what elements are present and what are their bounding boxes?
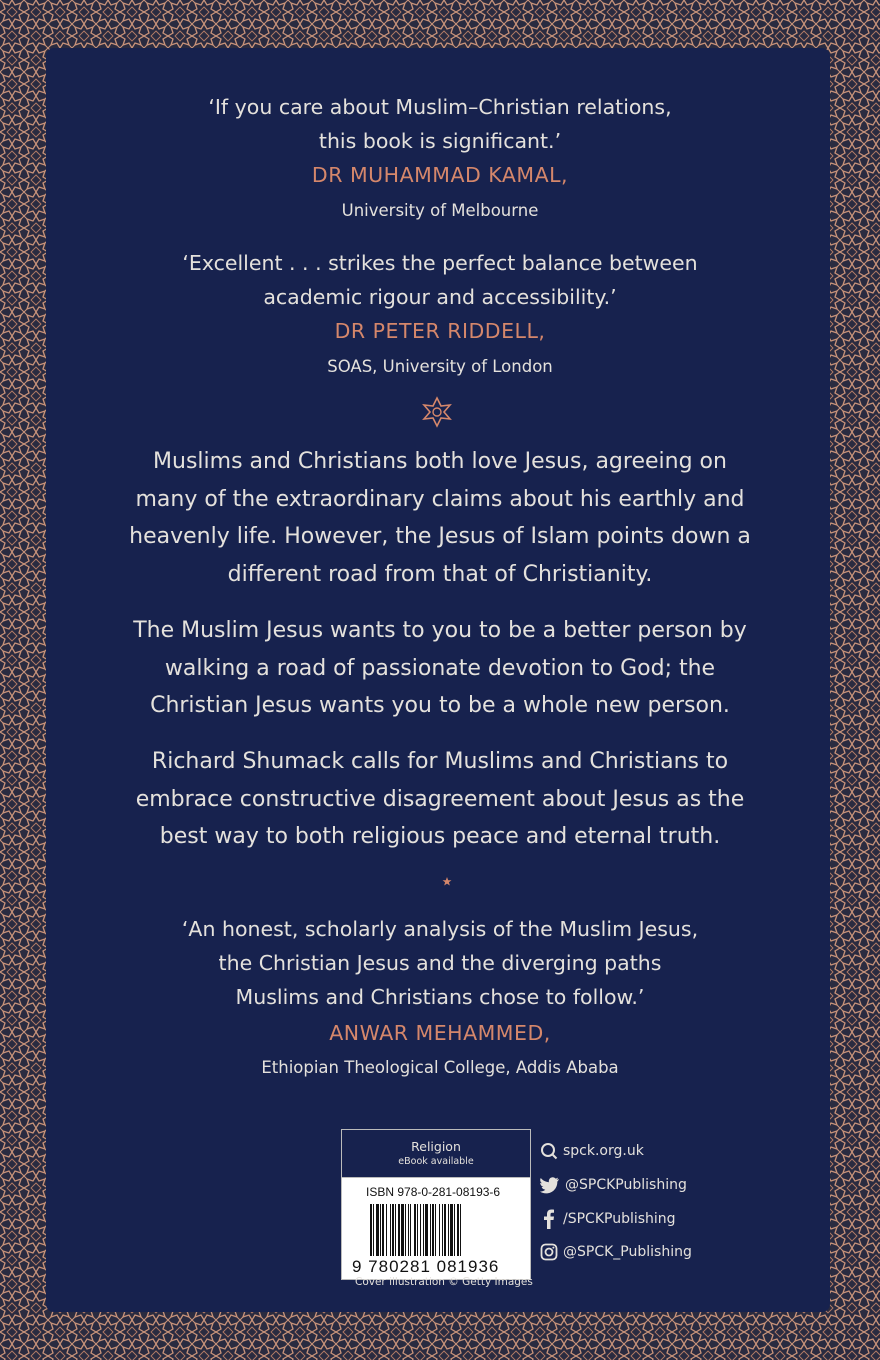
barcode-bar [417,1204,418,1256]
barcode-bar [454,1204,455,1256]
cover-credit: Cover illustration © Getty Images [355,1276,533,1288]
quote-1-affiliation: University of Melbourne [341,201,539,220]
barcode-bar [423,1204,424,1256]
social-website-text: spck.org.uk [563,1143,644,1159]
quote-1-text [0,90,880,158]
quote-line: the Christian Jesus and the diverging paths [218,951,662,975]
quote-line: academic rigour and accessibility.’ [263,285,617,309]
search-icon [540,1142,558,1160]
social-twitter-text: @SPCKPublishing [565,1177,687,1193]
ebook-label: eBook available [398,1156,474,1167]
category-header [342,1130,530,1178]
blurb-paragraph-3 [0,743,880,856]
quote-1-author: DR MUHAMMAD KAMAL, [311,163,569,187]
barcode-bar [460,1204,461,1256]
quote-3-text [0,912,880,1014]
barcode-bar [408,1204,409,1256]
star-ornament-icon [421,396,453,428]
quote-3-affiliation: Ethiopian Theological College, Addis Ababa [261,1058,619,1077]
barcode-bar [370,1204,372,1256]
blurb-line: The Muslim Jesus wants to you to be a better person by [133,618,747,643]
barcode-bar [401,1204,404,1256]
barcode-bar [373,1204,374,1256]
barcode-bar [448,1204,449,1256]
blurb-line: embrace constructive disagreement about Jesus as the [135,786,745,812]
quote-2-affiliation: SOAS, University of London [327,357,553,376]
quote-3-author: ANWAR MEHAMMED, [329,1021,551,1045]
barcode-bar [444,1204,446,1256]
instagram-icon [540,1243,558,1261]
barcode-bar [392,1204,394,1256]
crescent-star-icon [423,866,455,898]
barcode-box [341,1129,531,1280]
blurb-line: different road from that of Christianity. [227,561,653,587]
social-facebook[interactable] [540,1209,676,1229]
barcode-bar [414,1204,416,1256]
blurb-line: best way to both religious peace and eternal truth. [159,824,721,849]
quote-line: ‘If you care about Muslim–Christian relations, [208,95,672,119]
barcode-bar [405,1204,406,1256]
barcode-bar [376,1204,379,1256]
category-label: Religion [411,1139,461,1154]
blurb-paragraph-2 [0,612,880,725]
quote-line: ‘An honest, scholarly analysis of the Muslim Jesus, [181,917,699,941]
barcode-bar [435,1204,436,1256]
barcode-bars [370,1204,510,1256]
blurb-line: many of the extraordinary claims about his earthly and [135,486,745,512]
blurb-line: Muslims and Christians both love Jesus, agreeing on [153,449,727,474]
quote-2-text [0,246,880,314]
blurb-line: walking a road of passionate devotion to God; the [164,655,716,681]
barcode-bar [382,1204,384,1256]
facebook-icon [540,1209,558,1229]
social-website[interactable] [540,1142,644,1160]
barcode-bar [395,1204,396,1256]
barcode-bar [420,1204,421,1256]
social-facebook-text: /SPCKPublishing [563,1211,676,1227]
isbn-text: ISBN 978-0-281-08193-6 [366,1185,501,1199]
barcode-bar [439,1204,440,1256]
blurb-line: heavenly life. However, the Jesus of Islam points down a [129,524,751,549]
quote-2-author: DR PETER RIDDELL, [334,319,546,343]
barcode-bar [432,1204,434,1256]
quote-line: ‘Excellent . . . strikes the perfect balance between [182,251,698,275]
social-instagram-text: @SPCK_Publishing [563,1244,692,1260]
barcode-bar [410,1204,411,1256]
barcode-bar [450,1204,453,1256]
barcode-bar [425,1204,428,1256]
blurb-paragraph-1 [0,443,880,593]
twitter-icon [540,1176,560,1194]
barcode-bar [380,1204,381,1256]
barcode-bar [457,1204,459,1256]
social-instagram[interactable] [540,1243,692,1261]
barcode-digits: 9 780281 081936 [352,1257,500,1276]
social-twitter[interactable] [540,1176,687,1194]
barcode-bar [398,1204,400,1256]
blurb-line: Richard Shumack calls for Muslims and Christians to [151,749,729,774]
barcode-bar [386,1204,387,1256]
barcode-bar [390,1204,391,1256]
blurb-line: Christian Jesus wants you to be a whole new person. [150,693,730,718]
barcode-bar [430,1204,431,1256]
quote-line: this book is significant.’ [318,129,562,153]
quote-line: Muslims and Christians chose to follow.’ [235,985,645,1009]
barcode-bar [442,1204,443,1256]
